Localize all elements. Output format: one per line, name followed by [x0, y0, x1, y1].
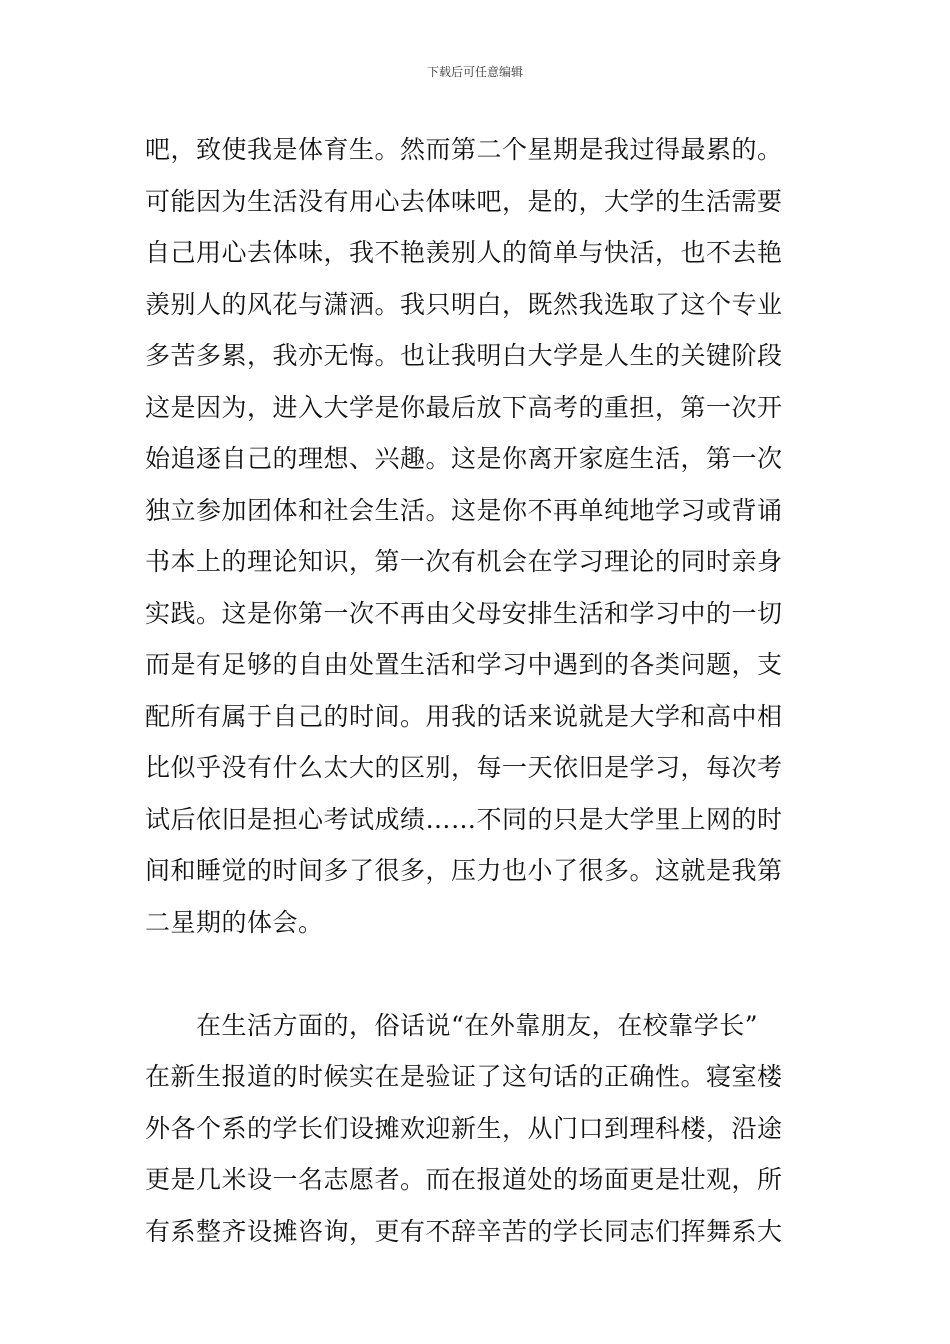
text-line: 间和睡觉的时间多了很多，压力也小了很多。这就是我第 [145, 856, 783, 885]
text-line: 始追逐自己的理想、兴趣。这是你离开家庭生活，第一次 [145, 444, 783, 473]
text-line: 二星期的体会。 [145, 907, 324, 937]
text-line: 这是因为，进入大学是你最后放下高考的重担，第一次开 [145, 392, 783, 422]
text-line: 羡别人的风花与潇洒。我只明白，既然我选取了这个专业 [145, 289, 783, 319]
text-line: 自己用心去体味，我不艳羡别人的简单与快活，也不去艳 [145, 238, 783, 267]
paragraph-2 [145, 1000, 815, 1258]
text-line: 而是有足够的自由处置生活和学习中遇到的各类问题，支 [145, 650, 783, 679]
text-line: 在新生报道的时候实在是验证了这句话的正确性。寝室楼 [145, 1062, 783, 1091]
text-line: 配所有属于自己的时间。用我的话来说就是大学和高中相 [145, 701, 783, 731]
text-line: 更是几米设一名志愿者。而在报道处的场面更是壮观，所 [145, 1165, 783, 1194]
page-header: 下载后可任意编辑 [426, 65, 523, 79]
text-line: 多苦多累，我亦无悔。也让我明白大学是人生的关键阶段 [145, 341, 783, 370]
paragraph-1 [145, 124, 815, 948]
text-line: 在生活方面的，俗话说“在外靠朋友，在校靠学长” [196, 1010, 759, 1040]
text-line: 吧，致使我是体育生。然而第二个星期是我过得最累的。 [145, 135, 783, 164]
text-line: 有系整齐设摊咨询，更有不辞辛苦的学长同志们挥舞系大 [145, 1216, 783, 1246]
text-line: 独立参加团体和社会生活。这是你不再单纯地学习或背诵 [145, 495, 783, 525]
text-line: 实践。这是你第一次不再由父母安排生活和学习中的一切 [145, 598, 783, 628]
text-line: 书本上的理论知识，第一次有机会在学习理论的同时亲身 [145, 547, 783, 576]
text-line: 试后依旧是担心考试成绩……不同的只是大学里上网的时 [145, 804, 783, 834]
paragraph-gap [145, 948, 815, 1000]
text-line: 外各个系的学长们设摊欢迎新生，从门口到理科楼，沿途 [145, 1113, 783, 1143]
text-line: 可能因为生活没有用心去体味吧，是的，大学的生活需要 [145, 186, 783, 216]
text-line: 比似乎没有什么太大的区别，每一天依旧是学习，每次考 [145, 753, 783, 782]
document-body [145, 124, 815, 1257]
